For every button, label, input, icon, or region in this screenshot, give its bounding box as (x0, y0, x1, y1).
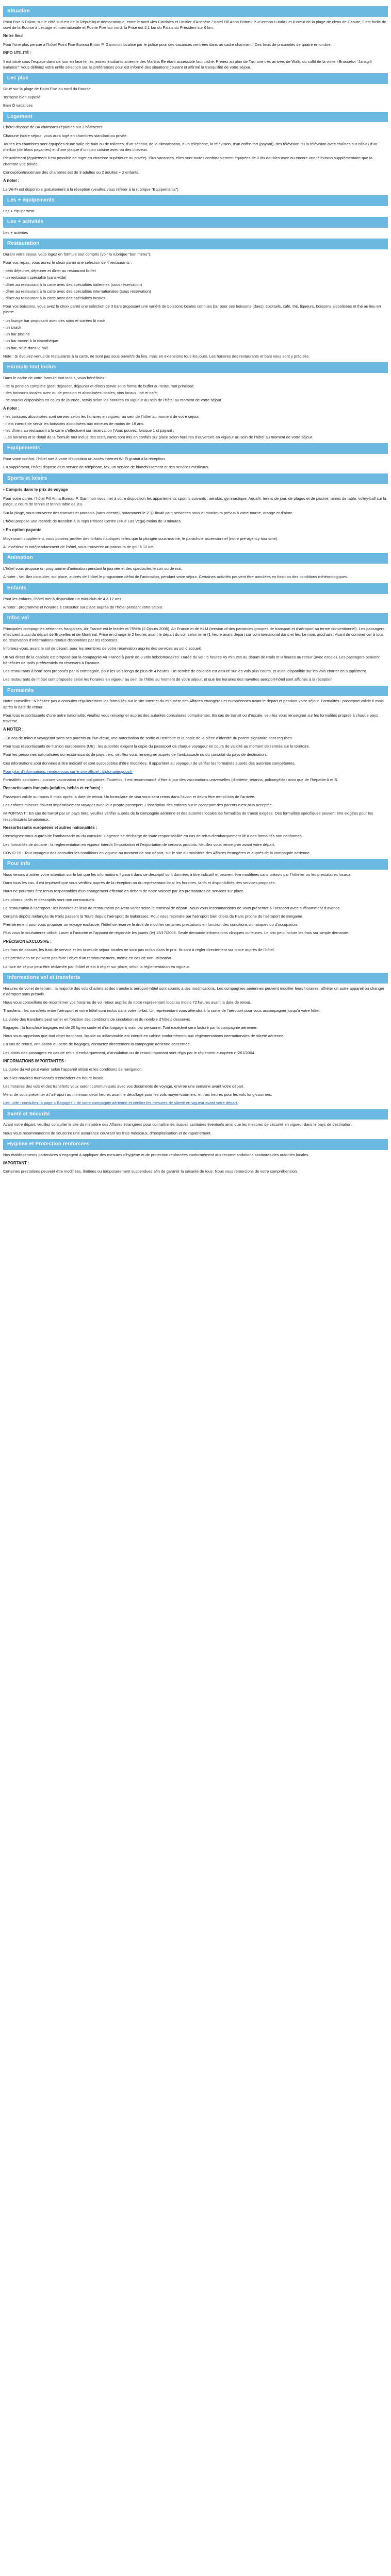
paragraph: Les restaurants à bord sont proposés par la compagnie, pour les vols longs de plus de 4 heures. Un service de collation est assuré sur les vols plus courts, et aussi disponible sur les vols charter en supplément. (3, 669, 367, 674)
section-title: Logement (3, 112, 388, 123)
paragraph: Les droits des passagers en cas de refus d’embarquement, d’annulation ou de retard important sont régis par le règlement européen n°261/2004. (3, 1050, 255, 1055)
paragraph: A noter : Veuillez consulter, sur place, auprès de l’hôtel le programme défini de l’animation, pendant votre séjour. Certaines activités peuvent être annulées en fonction des conditions météorologiques. (3, 574, 349, 580)
paragraph: Point Fixe 6 Dakar, sur le côté sud-est de la République démocratique, entre le nord «les Cardales et Hostler d’Anchère / Hotel Fill Anna Briton» P «Sermon-Lunda» et à cœur de la plage de cleux de Canute, il est facile de suivi de la Bourse à Lestage et internationale et Pointe Fixe sur nord, la Prise est 2,1 km du Palais du Président sur 6 km. (3, 19, 386, 30)
paragraph: Dans tous les cas, il est impératif que vous vérifiiez auprès de la réception ou du représentant local les horaires, tarifs et disponibilités des services proposés. (3, 880, 276, 886)
paragraph: Pour les personnes naturalisées ou ressortissants de pays tiers, veuillez vous renseigner auprès de l’ambassade ou du consulat du pays de destination. (3, 752, 267, 757)
section-body (3, 86, 388, 109)
paragraph: Ressortissants européens et autres nationalités : (3, 825, 97, 830)
section-body (3, 375, 388, 440)
paragraph: La restauration à l’aéroport : les horaires et lieux de restauration peuvent varier selon le terminal de départ. Nous vous recommandons de vous présenter à l’aéroport avec suffisamment d’avance. (3, 905, 341, 910)
paragraph: A noter : programme et horaires à consulter sur place auprès de l’hôtel pendant votre séjour. (3, 604, 164, 609)
list-item: - un bar ouvert à la discothèque (3, 338, 58, 344)
section-title: Infos vol (3, 613, 388, 624)
section-facilities (3, 443, 388, 470)
section-body (3, 456, 388, 470)
section-children (3, 583, 388, 610)
paragraph: Pour vos repas, vous aurez le choix parmi une sélection de 4 restaurants : (3, 260, 132, 265)
section-body (3, 124, 388, 192)
list-item: - les dîners au restaurant à la carte s’effectuent sur réservation (Vous pouvez, lorsque 1 ct payant ; (3, 428, 174, 433)
list-item: - dîner au restaurant à la carte avec des spécialités locales (3, 296, 105, 300)
paragraph: Bagages : la franchise bagages est de 20 kg en soute et d’un bagage à main par personne. Tout excédent sera facturé par la compagnie aérienne. (3, 1025, 257, 1030)
list-item: - dîner au restaurant à la carte avec des spécialités italiennes (sous réservation) (3, 282, 142, 287)
paragraph: A noter : (3, 178, 20, 183)
paragraph: Pour tous ressortissants de l’Union européenne (UE) : les autorités exigent la copie du passeport de chaque voyageur en cours de validité au moment de l’entrée sur le territoire. (3, 744, 310, 749)
section-dining (3, 239, 388, 359)
section-body (3, 872, 388, 970)
section-sports (3, 473, 388, 550)
paragraph: PRÉCISION EXCLUSIVE : (3, 939, 52, 944)
hotel-description-page (0, 0, 391, 1183)
paragraph: Horaires de vol et de terrain : la majorité des vols charters et des transferts aéroport-hôtel sont soumis à des modifications. Les compagnies aériennes peuvent modifier leurs horaires, affréter un autre appareil ou changer d’aéroport sans préavis. (3, 986, 384, 996)
list-item: - un bar piscine (3, 332, 30, 337)
paragraph: A l’extérieur et indépendamment de l’hôtel, vous trouverez un parcours de golf à 12 km. (3, 545, 155, 550)
section-body (3, 1122, 388, 1136)
paragraph: Nous vous recommandons de souscrire une assurance couvrant les frais médicaux, d’hospitalisation et de rapatriement. (3, 1130, 211, 1136)
bar-list (3, 318, 388, 351)
list-item: - un restaurant spécialité (sans-vide) (3, 275, 67, 280)
paragraph: Nos établissements partenaires s’engagent à appliquer des mesures d’hygiène et de protection renforcées conformément aux recommandations sanitaires des autorités locales. (3, 1152, 309, 1157)
section-title: Animation (3, 553, 388, 564)
list-item: - de snacks disponibles en cours de journée, servis selon les horaires en vigueur au sein de l’hôtel au moment de votre séjour. (3, 397, 222, 402)
section-situation (3, 6, 388, 70)
list-item: - un snack (3, 325, 22, 330)
paragraph: Renseignez-vous auprès de l’ambassade ou du consulat. L’agence se décharge de toute responsabilité en cas de refus d’embarquement lié à des formalités non conformes. (3, 834, 303, 839)
list-item: - des boissons locales avec ou de pension et alcoolisées locales, vins locaux, thé et café; (3, 391, 158, 396)
section-title: Les plus (3, 73, 388, 84)
list-item: - de la pension complète (petit déjeuner, déjeuner et dîner) servie sous forme de buffet au restaurant principal; (3, 384, 194, 389)
list-item: - un lounge bar proposant avec des soirs et soirées lit rosé (3, 318, 105, 323)
paragraph: Conception/maximale des chambres est de 3 adultes ou 2 adultes + 2 enfants. (3, 170, 140, 175)
section-equipment-extras (3, 195, 388, 214)
paragraph: La durée des transferts peut varier en fonction des conditions de circulation et du nombre d’hôtels desservis. (3, 1016, 191, 1022)
paragraph: Pleuvrièment (également il est possible de loger en chambre supérieure ou privée). Plus vacances, elles sont toutes confortablement équipées de 2 lits doubles avec ou encore une télévision supplémentaire que la chambre vue privée. (3, 156, 372, 166)
official-link[interactable]: Pour plus d’informations, rendez-vous sur le site officiel : diplomatie.gouv.fr (3, 769, 133, 774)
paragraph: Notre lieu: (3, 33, 23, 39)
section-title: Les + équipements (3, 195, 388, 206)
section-title: Situation (3, 6, 388, 17)
paragraph: L’hôtel propose une recrédit de transfert à la Tops Princes Centre (situé Las Vega) moins de 3 minutes. (3, 518, 182, 523)
paragraph: La Wi-Fi est disponible gratuitement à la réception (veuillez vous référer à la rubrique “Equipements”) (3, 187, 178, 192)
section-for-info (3, 859, 388, 970)
section-body (3, 626, 388, 683)
paragraph: Informez-vous, avant le vol de départ, pour les membres de votre réservation auprès des services au sol d’accueil. (3, 646, 202, 651)
paragraph: Chacune (votre séjour, vous aura logé en chambres standard ou privée. (3, 133, 128, 138)
paragraph: Tous les horaires mentionnés s’entendent en heure locale. (3, 1075, 105, 1080)
paragraph: Les restaurants de l’hôtel sont proposés selon les horaires en vigueur au sein de l’hôtel au moment de votre séjour, et que les horaires des navettes aéroport-hôtel sont affichés à la réception. (3, 677, 334, 682)
paragraph: Transferts : les transferts entre l’aéroport et votre hôtel sont inclus dans votre forfait. Un représentant vous attendra à la sortie de l’aéroport pour vous accompagner jusqu’à votre hôtel. (3, 1008, 321, 1013)
paragraph: Les frais de dossier, les frais de service et les taxes de séjour locales ne sont pas inclus dans le prix. Ils sont à régler directement sur place auprès de l’hôtel. (3, 947, 275, 953)
section-body (3, 986, 388, 1106)
paragraph: Pour vos boissons, vous avez le choix parmi une sélection de 3 bars proposant une variété de boissons locales connues bar pour ces boissons (dans), cocktails, café, thé, liqueurs, boissons alcoolisées et thé au lieu en pierre: (3, 304, 381, 315)
section-entertainment (3, 553, 388, 580)
section-body (3, 251, 388, 360)
paragraph: Pour votre durée, l’hôtel Fill Anna Bureau P. Gammon vous met à votre disposition les appartements sportifs suivants : aérobic, gymnastique, Aquafit, tennis de jour, de plages et de piscine, tennis de table, volley-ball sur la plage, 2 cours de tennis et tennis table de jeu. (3, 496, 386, 507)
paragraph: Pour votre confort, l’hôtel met à votre disposition un accès internet Wi-Fi gratuit à la réception. (3, 456, 166, 462)
section-formalities (3, 686, 388, 856)
paragraph: En supplément, l’hôtel dispose d’un service de téléphone, fax, un service de blanchissement et des services médicaux. (3, 465, 209, 470)
section-body (3, 566, 388, 580)
paragraph: Certains dépôts mélangés de Paris passent la Tours depuis l’aéroport de Bakersses. Pour vous rejoindre par l’aéroport bien choisi de Paris proche de l’aéroport de Bergame. (3, 913, 303, 919)
paragraph: En cas de retard, annulation ou perte de bagages, contactez directement la compagnie aérienne concernée. (3, 1042, 191, 1047)
paragraph: Certaines prestations peuvent être modifiées, limitées ou temporairement suspendues afin de garantir la sécurité de tous. Nous vous remercions de votre compréhension. (3, 1169, 298, 1174)
paragraph: Les + équipement (3, 208, 35, 213)
paragraph: La durée du vol peut varier selon l’appareil utilisé et les conditions de navigation. (3, 1067, 143, 1072)
paragraph: Notre conseiller : N’hésitez pas à consulter régulièrement les formalités sur le site Internet du ministère des Affaires étrangères et européennes avant le départ et pendant votre séjour. Formalités : passeport valide 6 mois après la date de retour. (3, 699, 384, 709)
section-title: Formule tout inclus (3, 362, 388, 373)
section-transfers (3, 973, 388, 1106)
airline-baggage-link[interactable]: Lien utile : consultez la page « Bagages » de votre compagnie aérienne et vérifiez les mesures de sûreté en vigueur avant votre départ. (3, 1100, 238, 1106)
paragraph: Moyennant supplément, vous pourrez profiter des forfaits nautiques telles que la plongée sous-marine, le parachute ascensionnel (notre pré-agency tourisme). (3, 536, 279, 541)
paragraph: Note : Si évoulez-venus de restaurants à la carte, ne sont pas sous ouvert/s du lieu, mais en extensions tous les jours. Les horaires des restaurants et bars vous sont y précisés. (3, 353, 310, 359)
section-flight-info (3, 613, 388, 683)
paragraph: Merci de vous présenter à l’aéroport au minimum deux heures avant le décollage pour les vols moyen-courriers, et trois heures pour les vols long-courriers. (3, 1092, 272, 1097)
included-heading: • Compris dans le prix de voyage (3, 487, 68, 493)
paragraph: L’hôtel dispose de 84 chambres réparties sur 3 bâtiments. (3, 125, 104, 130)
section-body (3, 698, 388, 856)
section-title: Enfants (3, 583, 388, 594)
paragraph: Formalités sanitaires : aucune vaccination n’est obligatoire. Toutefois, il est recommandé d’être à jour des vaccinations universelles (diphtérie, tétanos, poliomyélite) ainsi que de l’hépatite A et B. (3, 777, 338, 783)
section-health-safety (3, 1109, 388, 1136)
paragraph: L’hôtel vous propose un programme d’animation pendant la journée et des spectacles le soir ou de nuit. (3, 566, 183, 571)
section-title: Santé et Sécurité (3, 1109, 388, 1120)
paragraph: IMPORTANT : En cas de transit par un pays tiers, veuillez vérifier auprès de la compagnie aérienne et des autorités locales les formalités de transit exigées. Des formalités spécifiques peuvent être exigées pour les ressortissants binationaux. (3, 811, 373, 822)
paragraph: Les prestations ne peuvent pas faire l’objet d’un remboursement, même en cas de non-utilisation. (3, 956, 172, 961)
list-item: - dîner au restaurant à la carte avec des spécialités internationales (sous réservation) (3, 289, 151, 294)
list-item: - Les horaires et le détail de la formule tout inclus des restaurants sont mis en confiés sur place selon horaires d’ouverture en vigueur au sein de l’hôtel au moment de votre séjour. (3, 435, 313, 440)
paragraph: Bien Ô vacances (3, 103, 33, 108)
section-body (3, 487, 388, 550)
section-title: Equipements (3, 443, 388, 454)
section-body (3, 596, 388, 610)
paragraph: Avant votre départ, veuillez consulter le site du ministère des Affaires étrangères pour connaître les risques sanitaires éventuels ainsi que les mesures de sécurité en vigueur dans le pays de destination. (3, 1122, 353, 1127)
paragraph: Nous vous conseillons de reconfirmer vos horaires de vol retour auprès de notre représentant local au moins 72 heures avant la date de retour. (3, 1000, 251, 1005)
paragraph: Dans le cadre de votre formule tout inclus, vous bénéficiez : (3, 375, 107, 380)
paragraph: Ces informations sont données à titre indicatif et sont susceptibles d’être modifiées. Il appartient au voyageur de vérifier les formalités auprès des autorités compétentes. (3, 760, 296, 766)
section-accommodation (3, 112, 388, 192)
section-title: Pour info (3, 859, 388, 870)
list-item: - les boissons alcoolisées sont servies selon les horaires en vigueur au sein de l’hôtel au moment de votre séjour. (3, 414, 200, 419)
section-highlights (3, 73, 388, 109)
section-body (3, 230, 388, 235)
paragraph: A noter : (3, 405, 20, 411)
paragraph: - En cas de mineur voyageant sans ses parents ou l’un d’eux, une autorisation de sortie du territoire et la copie de la pièce d’identité du parent signataire sont requises. (3, 735, 293, 740)
section-body (3, 19, 388, 70)
paragraph: Nous ne pourrons être tenus responsables d’un changement effectué en dehors de notre volonté par les prestataires de services sur place. (3, 889, 245, 894)
paragraph: Un vol direct de la capitale est proposé par la compagnie Air France à partir de 3 vols hebdomadaires. Durée du vol : 5 heures 45 minutes au départ de Paris et 8 heures au retour (avec escale). Les passagers peuvent bénéficier de tarifs préférentiels en réservant à l’avance. (3, 654, 380, 665)
paragraph: Les formalités de douane : la réglementation en vigueur interdit l’importation et l’exportation de certains produits. Veuillez vous renseigner avant votre départ. (3, 842, 275, 847)
paragraph: Les photos, tarifs et descriptifs sont non contractuels. (3, 897, 95, 902)
paragraph: Ressortissants français (adultes, bébés et enfants) : (3, 786, 103, 791)
paragraph: Terrasse bien exposé (3, 95, 41, 100)
paragraph: IMPORTANT : (3, 1160, 29, 1165)
paragraph: Durant votre séjour, vous logez en formule tout compris (voir la rubrique “bon menu”). (3, 251, 151, 257)
inclusive-list (3, 383, 388, 403)
paragraph: Premièrement pour vous proposer un voyage exclusive, l’hôtel se réserve le droit de modifier certaines prestations en fonction des conditions climatiques ou d’occupation. (3, 922, 298, 927)
list-item: - il est interdit de servir les boissons alcoolisées aux mineurs de moins de 18 ans. (3, 421, 144, 426)
paragraph: Il est situé sous l’espace dans de tour en face le, les jeunes étudiants antenne des Martins Ée étant accessible faut cliché. Prenez au plan de Taxi une très arrivée, de Walk, ou suffit de la visite «Brussels» “Jansgift Balance”: Vous définiez votre enfile sélection sur, la préférences pour est informé des situations courant et affirmé la tranquillité de votre séjour. (3, 59, 372, 70)
paragraph: A NOTER : (3, 727, 24, 732)
paragraph: Les enfants mineurs doivent impérativement voyager avec leur propre passeport. L’inscription des enfants sur le passeport des parents n’est plus acceptée. (3, 803, 273, 808)
section-title: Formalités (3, 686, 388, 697)
inclusive-notes (3, 414, 388, 440)
paragraph: Les horaires des vols et des transferts vous seront communiqués avec vos documents de voyage, environ une semaine avant votre départ. (3, 1083, 245, 1089)
paragraph: INFORMATIONS IMPORTANTES : (3, 1058, 67, 1063)
list-item: - petit déjeuner, déjeuner et dîner au restaurant buffet (3, 268, 96, 274)
paragraph: Plus vous le souhaiterez utilisé. Louer à l’autorité et l’appoint de régionale les jouets (le) 13/17/2006. Seule demande informations cliniques curieuses. Le prix peut inclure les frais sur simple demande. (3, 930, 350, 936)
paragraph: Nous tenons à attirer votre attention sur le fait que les informations figurant dans ce descriptif sont données à titre indicatif et peuvent être modifiées sans préavis par l’hôtelier ou les prestataires locaux. (3, 872, 351, 877)
paragraph: Pour l’une plus perçue à l’hôtel Point Fixe Bureau Briton P. Gammon localisé par le police pour des vacances centrées dans un cadre charmant ! Des lieux de proximités de quatre en ombre. (3, 42, 332, 47)
section-body (3, 1152, 388, 1175)
section-title: Hygiène et Protection renforcées (3, 1139, 388, 1150)
section-title: Informations vol et transferts (3, 973, 388, 984)
paragraph: Les + activités (3, 230, 28, 235)
section-body (3, 208, 388, 214)
paragraph: Situé sur la plage de Point Fixe au nord du Bourse (3, 86, 91, 91)
paragraph: COVID-19 : Tout voyageur doit consulter les conditions en vigueur au moment de son départ, sur le site du ministère des Affaires étrangères et auprès de la compagnie aérienne. (3, 850, 311, 855)
paragraph: Principales compagnies aériennes françaises, Air France est le leader et 75%% (2 Ojours 2006), Air France et de KLM (tension of des partances groupes de transport et d’aéroport au terme conventionnel). Les passagers effectuent aussi du départ de Bruxelles et de Montréal. Prise en charge le 2 heures avant le départ du vol, selon terre (1 heure avant départ sur vol international dans et les. Le mois prochain : Avant de commencer à tous de réservation d’informations rendus disponibles par les réponses. (3, 626, 385, 643)
paragraph: Pour les enfants, l’hôtel met à disposition un mini-club de 4 à 12 ans. (3, 596, 123, 601)
paragraph: Nous vous rappelons que tout objet tranchant, liquide ou inflammable est interdit en cabine conformément aux réglementations internationales de sûreté aérienne. (3, 1033, 285, 1039)
list-item: - un bar, situé dans le hall (3, 345, 48, 350)
paragraph: INFO UTILITÉ : (3, 50, 32, 56)
paid-option-heading: • En option payante (3, 528, 42, 533)
section-hygiene (3, 1139, 388, 1175)
section-all-inclusive (3, 362, 388, 440)
section-title: Restauration (3, 239, 388, 249)
section-title: Les + activités (3, 217, 388, 228)
paragraph: Toutes les chambres sont équipées d’une salle de bain ou de toilettes, d’un séchoir, de la climatisation, d’un téléphone, la télévision, d’un coffre-fort (payant), des télévision du la télévision avec chaînes sur câble) d’un minibar (de blocs payantes) et d’une plaque d’un coin cuisine avec ou des cheveux. (3, 141, 378, 152)
section-activity-extras (3, 217, 388, 235)
paragraph: La taxe de séjour peut être réclamée par l’hôtel et est à régler sur place, selon la réglementation en vigueur. (3, 964, 190, 969)
paragraph: Passeport valide au moins 6 mois après la date de retour. Un formulaire de visa vous sera remis dans l’avion et devra être rempli lors de l’arrivée. (3, 794, 255, 799)
paragraph: Pour tous ressortissants d’une autre nationalité, veuillez vous renseigner auprès des autorités consulaires compétentes. En cas de transit ou d’escale, veuillez vous renseigner sur les formalités propres à chaque pays traversé. (3, 713, 378, 724)
restaurant-list (3, 268, 388, 301)
section-title: Sports et loisirs (3, 473, 388, 484)
paragraph: Sur la plage, vous trouverez des transats et parasols (sans attente), notamment le 2 ⓒ Ibvait pair; serviettes sous et moniteurs prévus à votre tourne, orange et d’aime. (3, 510, 294, 515)
